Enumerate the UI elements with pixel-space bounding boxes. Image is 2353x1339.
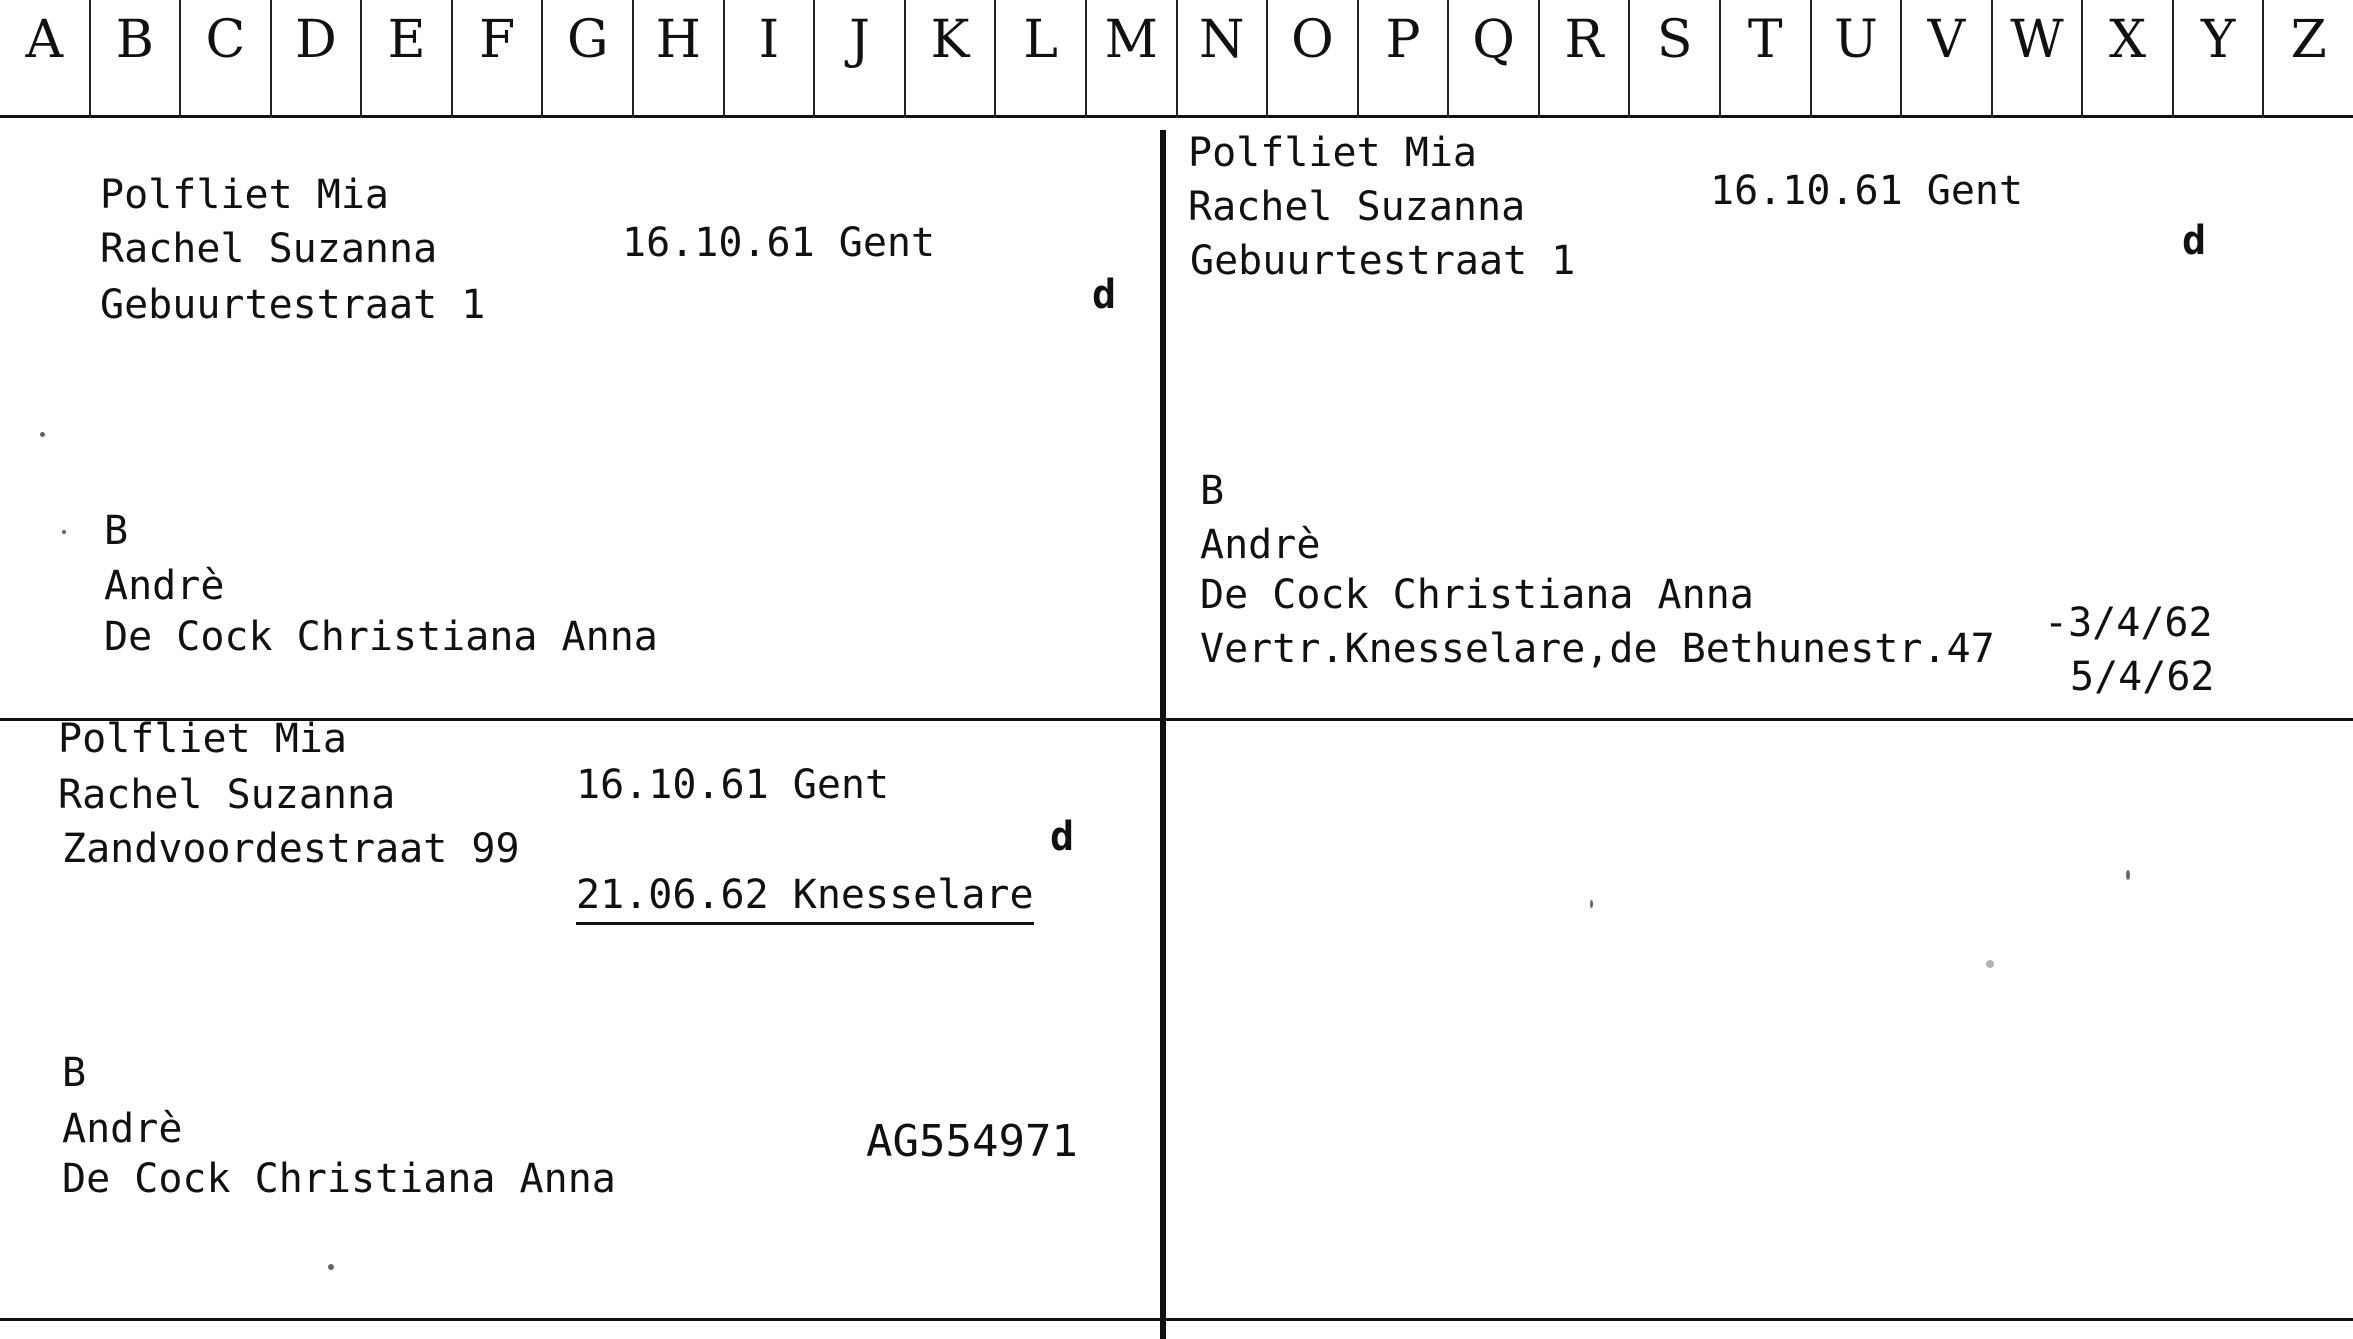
scan-speck [40, 432, 45, 437]
card-bottom-right [1170, 724, 2350, 1314]
index-letter-f: F [453, 0, 544, 118]
scan-speck [2126, 870, 2130, 880]
card-mother: De Cock Christiana Anna [1200, 572, 1754, 618]
card-name: Polfliet Mia [1188, 130, 1477, 176]
card-birth: 16.10.61 Gent [576, 762, 890, 808]
card-father: Andrè [62, 1106, 183, 1152]
card-section: B [104, 508, 129, 554]
card-name: Polfliet Mia [58, 716, 347, 762]
index-letter-l: L [996, 0, 1087, 118]
index-letter-y: Y [2174, 0, 2265, 118]
card-father: Andrè [1200, 522, 1321, 568]
card-given-names: Rachel Suzanna [1188, 184, 1526, 230]
index-letter-e: E [362, 0, 453, 118]
index-letter-o: O [1268, 0, 1359, 118]
card-mark: d [1050, 814, 1075, 860]
card-section: B [1200, 468, 1225, 514]
index-letter-g: G [543, 0, 634, 118]
card-mark: d [2182, 218, 2207, 264]
card-address: Zandvoordestraat 99 [62, 826, 520, 872]
scan-speck [1986, 960, 1994, 968]
scan-speck [62, 530, 66, 534]
index-letter-p: P [1359, 0, 1450, 118]
card-given-names: Rachel Suzanna [58, 772, 396, 818]
card-father: Andrè [104, 563, 225, 609]
scan-speck [1590, 900, 1593, 908]
index-letter-z: Z [2290, 10, 2327, 70]
card-reference-number: AG554971 [866, 1116, 1078, 1167]
alphabet-index-bar [0, 0, 2353, 118]
index-letter-u: U [1812, 0, 1903, 118]
card-address: Gebuurtestraat 1 [100, 282, 486, 328]
index-letter-t: T [1721, 0, 1812, 118]
index-letter-v: V [1902, 0, 1993, 118]
index-letter-s: S [1630, 0, 1721, 118]
index-letter-b: B [91, 0, 182, 118]
index-letter-x: X [2083, 0, 2174, 118]
index-letter-i: I [725, 0, 816, 118]
card-divider-vertical [1160, 130, 1166, 1339]
card-address: Gebuurtestraat 1 [1190, 238, 1576, 284]
index-letter-r: R [1540, 0, 1631, 118]
index-letter-h: H [634, 0, 725, 118]
card-divider-horizontal [0, 718, 2353, 721]
index-letter-m: M [1087, 0, 1178, 118]
card-departure-date: -3/4/62 [2044, 600, 2213, 646]
card-name: Polfliet Mia [100, 172, 389, 218]
card-mother: De Cock Christiana Anna [104, 614, 658, 660]
index-letter-w: W [1993, 0, 2084, 118]
index-letter-k: K [906, 0, 997, 118]
card-arrival: 21.06.62 Knesselare [576, 872, 1034, 925]
index-letter-a: A [0, 0, 91, 118]
card-birth: 16.10.61 Gent [1710, 168, 2024, 214]
card-mother: De Cock Christiana Anna [62, 1156, 616, 1202]
card-departure-date-2: 5/4/62 [2070, 654, 2215, 700]
card-birth: 16.10.61 Gent [622, 220, 936, 266]
index-letter-q: Q [1449, 0, 1540, 118]
card-mark: d [1092, 272, 1117, 318]
index-letter-c: C [181, 0, 272, 118]
card-given-names: Rachel Suzanna [100, 226, 438, 272]
card-bottom-edge [0, 1318, 2353, 1321]
index-letter-d: D [272, 0, 363, 118]
card-departure: Vertr.Knesselare,de Bethunestr.47 [1200, 626, 1995, 672]
index-letter-j: J [815, 0, 906, 118]
index-letter-n: N [1178, 0, 1269, 118]
scan-speck [328, 1264, 334, 1270]
card-section: B [62, 1050, 87, 1096]
